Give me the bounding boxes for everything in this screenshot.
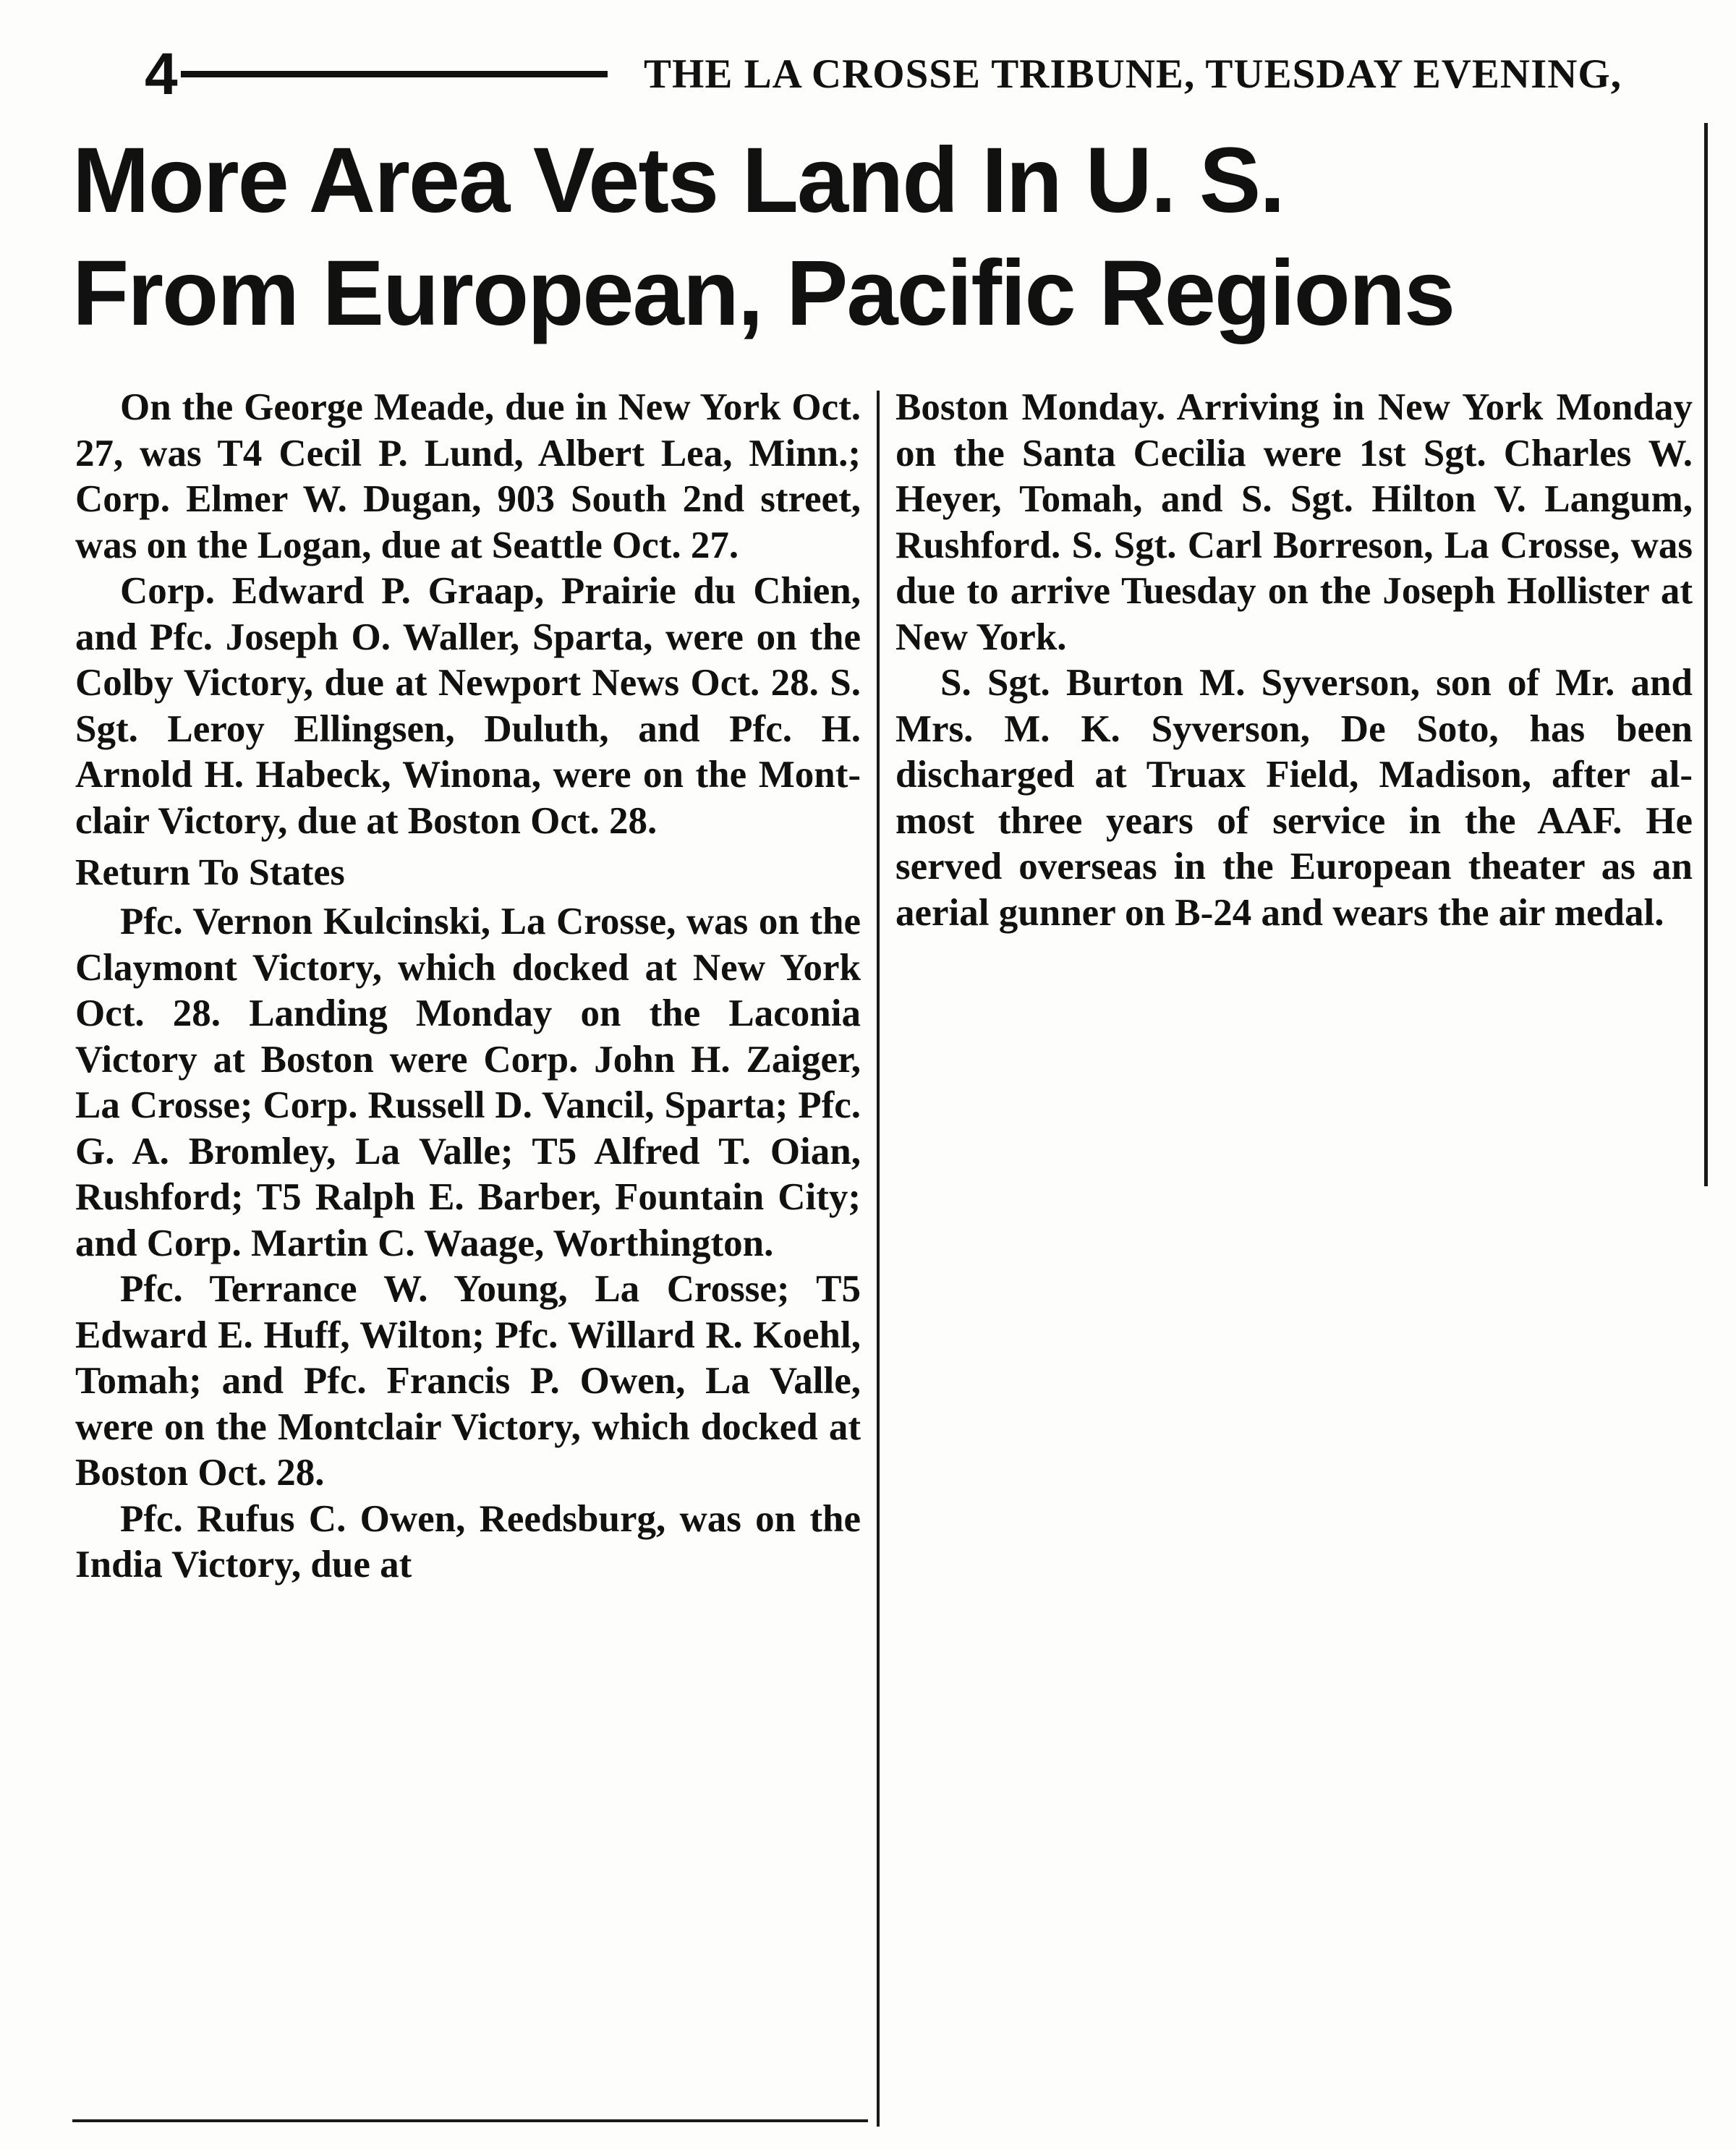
masthead-rule: [181, 71, 608, 77]
article-paragraph-4: Pfc. Terrance W. Young, La Crosse; T5 Edward E. Huff, Wilton; Pfc. Willard R. Koehl, Tomah; and Pfc. Francis P. Owen, La Valle, were on the Montclair Victory, which docked at Boston Oct. 28.: [75, 1268, 861, 1494]
page-number: 4: [145, 41, 178, 107]
article-paragraph-2: Corp. Edward P. Graap, Prairie du Chien, and Pfc. Joseph O. Waller, Sparta, were on the Colby Victory, due at Newport News Oct. 28. S. Sgt. Leroy Ellingsen, Duluth, and Pfc. H. Arnold H. Habeck, Winona, were on the Montclair Victory, due at Boston Oct. 28.: [75, 570, 861, 842]
article-column-right: [895, 385, 1693, 936]
article-paragraph-5: Pfc. Rufus C. Owen, Reedsburg, was on the India Victory, due at: [75, 1497, 861, 1586]
article-continuation: Boston Monday. Arriving in New York Monday on the Santa Cecilia were 1st Sgt. Charles W. Heyer, Tomah, and S. Sgt. Hilton V. Langum, Rushford. S. Sgt. Carl Borreson, La Crosse, was due to arrive Tuesday on the Joseph Hollister at New York.: [895, 386, 1693, 658]
article-paragraph-6: S. Sgt. Burton M. Syverson, son of Mr. and Mrs. M. K. Syverson, De Soto, has been discharged at Truax Field, Madison, after almost three years of service in the AAF. He served overseas in the European theater as an aerial gunner on B-24 and wears the air medal.: [895, 662, 1693, 934]
article-subhead: Return To States: [75, 852, 345, 893]
article-paragraph-3: Pfc. Vernon Kulcinski, La Crosse, was on the Claymont Victory, which docked at New York Oct. 28. Landing Monday on the Laconia Victory at Boston were Corp. John H. Zaiger, La Crosse; Corp. Russell D. Vancil, Sparta; Pfc. G. A. Bromley, La Valle; T5 Alfred T. Oian, Rushford; T5 Ralph E. Barber, Fountain City; and Corp. Martin C. Waage, Worthington.: [75, 901, 861, 1264]
masthead: [145, 35, 1736, 114]
headline-line-2: From European, Pacific Regions: [72, 242, 1455, 345]
bottom-rule: [72, 2119, 868, 2122]
column-divider: [877, 391, 880, 2127]
headline: [72, 124, 1707, 350]
article-column-left: [75, 385, 861, 1588]
headline-line-1: More Area Vets Land In U. S.: [72, 129, 1284, 232]
article-paragraph-1: On the George Meade, due in New York Oct. 27, was T4 Cecil P. Lund, Albert Lea, Minn.; Corp. Elmer W. Dugan, 903 South 2nd street, was on the Logan, due at Seattle Oct. 27.: [75, 386, 861, 566]
masthead-title: THE LA CROSSE TRIBUNE, TUESDAY EVENING,: [644, 51, 1622, 97]
right-edge-rule: [1704, 123, 1708, 1186]
